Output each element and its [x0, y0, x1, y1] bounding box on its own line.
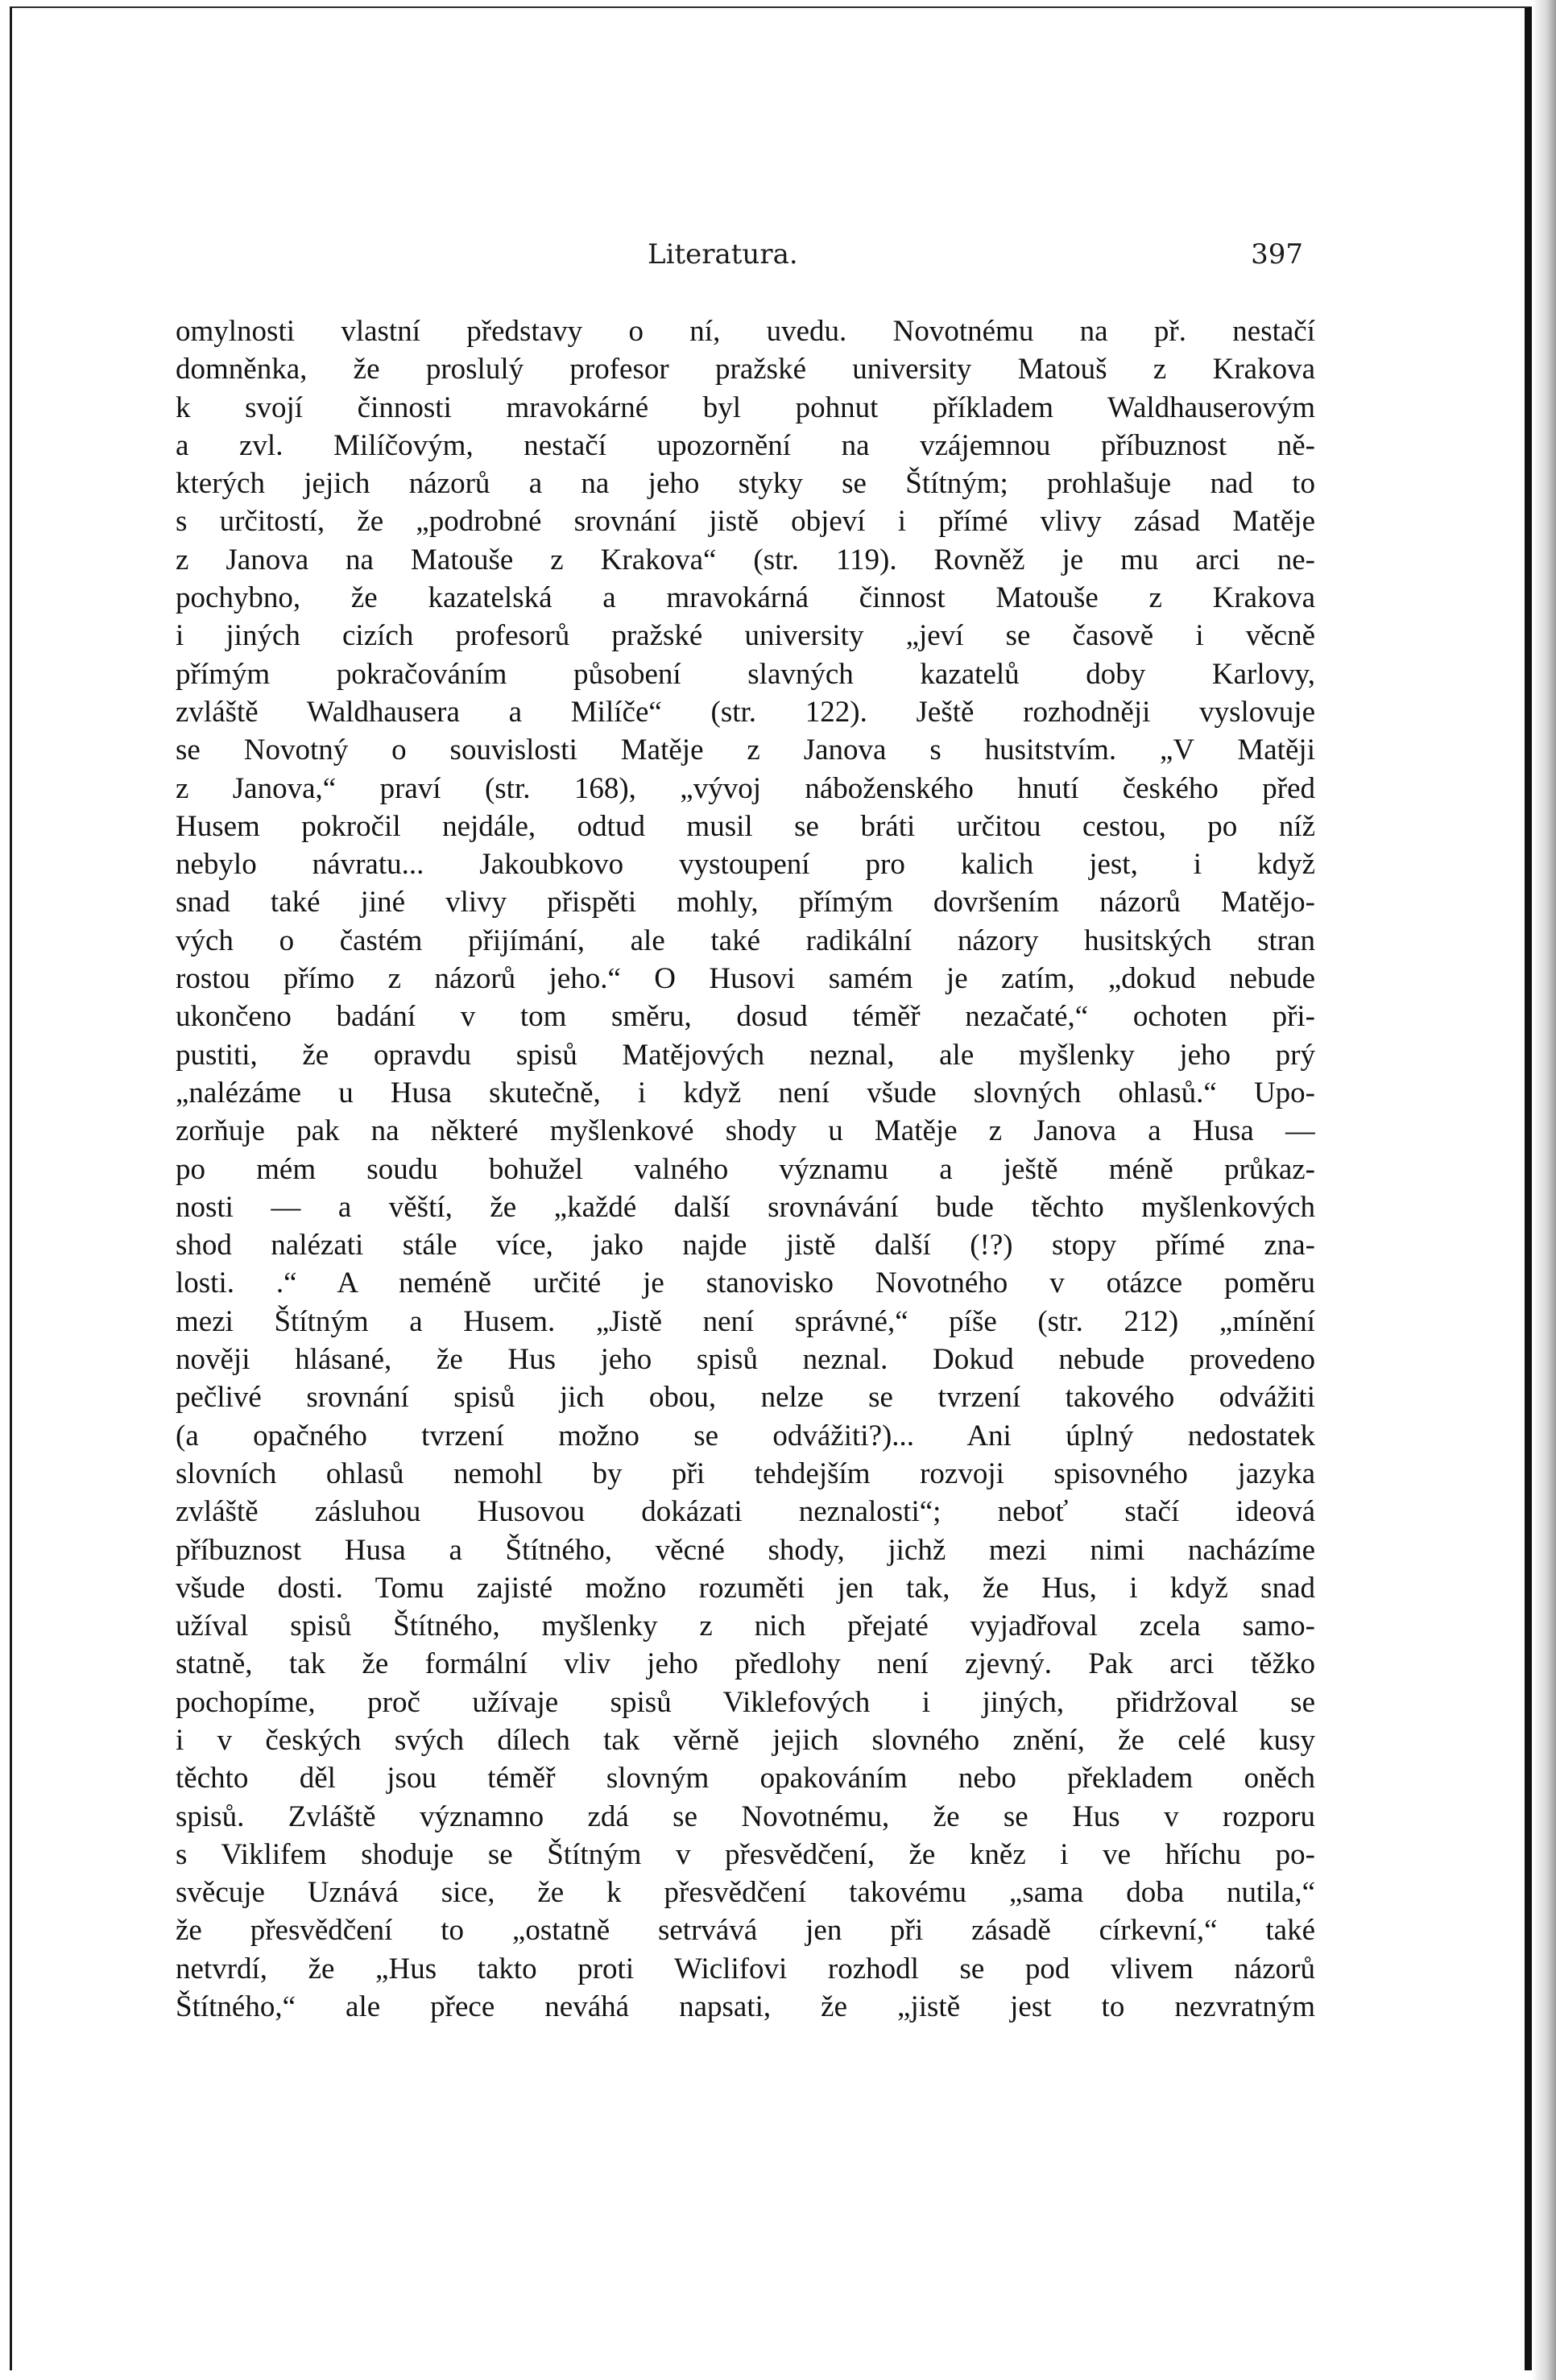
text-line: že přesvědčení to „ostatně setrvává jen při zásadě církevní,“ také	[176, 1914, 1315, 1948]
text-line: zvláště zásluhou Husovou dokázati neznalosti“; neboť stačí ideová	[176, 1495, 1315, 1529]
text-line: pochybno, že kazatelská a mravokárná činnost Matouše z Krakova	[176, 581, 1315, 615]
text-line: statně, tak že formální vliv jeho předlohy není zjevný. Pak arci těžko	[176, 1647, 1315, 1681]
text-line: z Janova,“ praví (str. 168), „vývoj náboženského hnutí českého před	[176, 771, 1315, 805]
text-line: nověji hlásané, že Hus jeho spisů neznal. Dokud nebude provedeno	[176, 1343, 1315, 1377]
text-line: s určitostí, že „podrobné srovnání jistě objeví i přímé vlivy zásad Matěje	[176, 505, 1315, 539]
text-line: nebylo návratu... Jakoubkovo vystoupení pro kalich jest, i když	[176, 848, 1315, 882]
text-line: i v českých svých dílech tak věrně jejich slovného znění, že celé kusy	[176, 1723, 1315, 1757]
text-line: kterých jejich názorů a na jeho styky se Štítným; prohlašuje nad to	[176, 467, 1315, 501]
running-title: Literatura.	[648, 238, 798, 271]
text-line: přímým pokračováním působení slavných kazatelů doby Karlovy,	[176, 657, 1315, 691]
text-line: k svojí činnosti mravokárné byl pohnut příkladem Waldhauserovým	[176, 390, 1315, 424]
text-line: z Janova na Matouše z Krakova“ (str. 119). Rovněž je mu arci ne-	[176, 543, 1315, 576]
text-line: losti. .“ A neméně určité je stanovisko Novotného v otázce poměru	[176, 1266, 1315, 1300]
text-line: zvláště Waldhausera a Milíče“ (str. 122). Ještě rozhodněji vyslovuje	[176, 695, 1315, 729]
text-line: Husem pokročil nejdále, odtud musil se bráti určitou cestou, po níž	[176, 809, 1315, 843]
body-text	[176, 312, 1315, 2026]
text-line: (a opačného tvrzení možno se odvážiti?)... Ani úplný nedostatek	[176, 1419, 1315, 1452]
text-line: svěcuje Uznává sice, že k přesvědčení takovému „sama doba nutila,“	[176, 1876, 1315, 1910]
text-line: spisů. Zvláště významno zdá se Novotnému, že se Hus v rozporu	[176, 1799, 1315, 1833]
text-line: pustiti, že opravdu spisů Matějových neznal, ale myšlenky jeho prý	[176, 1038, 1315, 1072]
text-line: mezi Štítným a Husem. „Jistě není správné,“ píše (str. 212) „mínění	[176, 1304, 1315, 1338]
text-line: netvrdí, že „Hus takto proti Wiclifovi rozhodl se pod vlivem názorů	[176, 1952, 1315, 1985]
text-line: nosti — a věští, že „každé další srovnávání bude těchto myšlenkových	[176, 1190, 1315, 1224]
text-line: pochopíme, proč užívaje spisů Viklefových i jiných, přidržoval se	[176, 1685, 1315, 1719]
text-line: omylnosti vlastní představy o ní, uvedu. Novotnému na př. nestačí	[176, 315, 1315, 348]
text-line: „nalézáme u Husa skutečně, i když není všude slovných ohlasů.“ Upo-	[176, 1076, 1315, 1109]
text-line: slovních ohlasů nemohl by při tehdejším rozvoji spisovného jazyka	[176, 1457, 1315, 1490]
text-line: zorňuje pak na některé myšlenkové shody u Matěje z Janova a Husa —	[176, 1114, 1315, 1148]
text-line: všude dosti. Tomu zajisté možno rozuměti jen tak, že Hus, i když snad	[176, 1571, 1315, 1605]
text-line: i jiných cizích profesorů pražské university „jeví se časově i věcně	[176, 619, 1315, 653]
text-line: se Novotný o souvislosti Matěje z Janova s husitstvím. „V Matěji	[176, 733, 1315, 767]
text-line: vých o častém přijímání, ale také radikální názory husitských stran	[176, 923, 1315, 957]
page-number: 397	[1251, 238, 1303, 271]
text-line: shod nalézati stále více, jako najde jistě další (!?) stopy přímé zna-	[176, 1229, 1315, 1262]
text-line: domněnka, že proslulý profesor pražské university Matouš z Krakova	[176, 353, 1315, 386]
text-line: těchto děl jsou téměř slovným opakováním nebo překladem oněch	[176, 1762, 1315, 1795]
text-line: užíval spisů Štítného, myšlenky z nich přejaté vyjadřoval zcela samo-	[176, 1609, 1315, 1643]
running-header	[176, 238, 1303, 279]
text-line: pečlivé srovnání spisů jich obou, nelze se tvrzení takového odvážiti	[176, 1381, 1315, 1415]
text-line: snad také jiné vlivy přispěti mohly, přímým dovršením názorů Matějo-	[176, 886, 1315, 919]
text-line: a zvl. Milíčovým, nestačí upozornění na vzájemnou příbuznost ně-	[176, 428, 1315, 462]
text-line: s Viklifem shoduje se Štítným v přesvědčení, že kněz i ve hříchu po-	[176, 1837, 1315, 1871]
text-line: po mém soudu bohužel valného významu a ještě méně průkaz-	[176, 1152, 1315, 1186]
text-line: příbuznost Husa a Štítného, věcné shody, jichž mezi nimi nacházíme	[176, 1533, 1315, 1567]
page-edge-shadow	[1532, 0, 1556, 2380]
text-line: rostou přímo z názorů jeho.“ O Husovi samém je zatím, „dokud nebude	[176, 962, 1315, 996]
text-line: ukončeno badání v tom směru, dosud téměř nezačaté,“ ochoten při-	[176, 1000, 1315, 1034]
text-line: Štítného,“ ale přece neváhá napsati, že „jistě jest to nezvratným	[176, 1990, 1315, 2024]
